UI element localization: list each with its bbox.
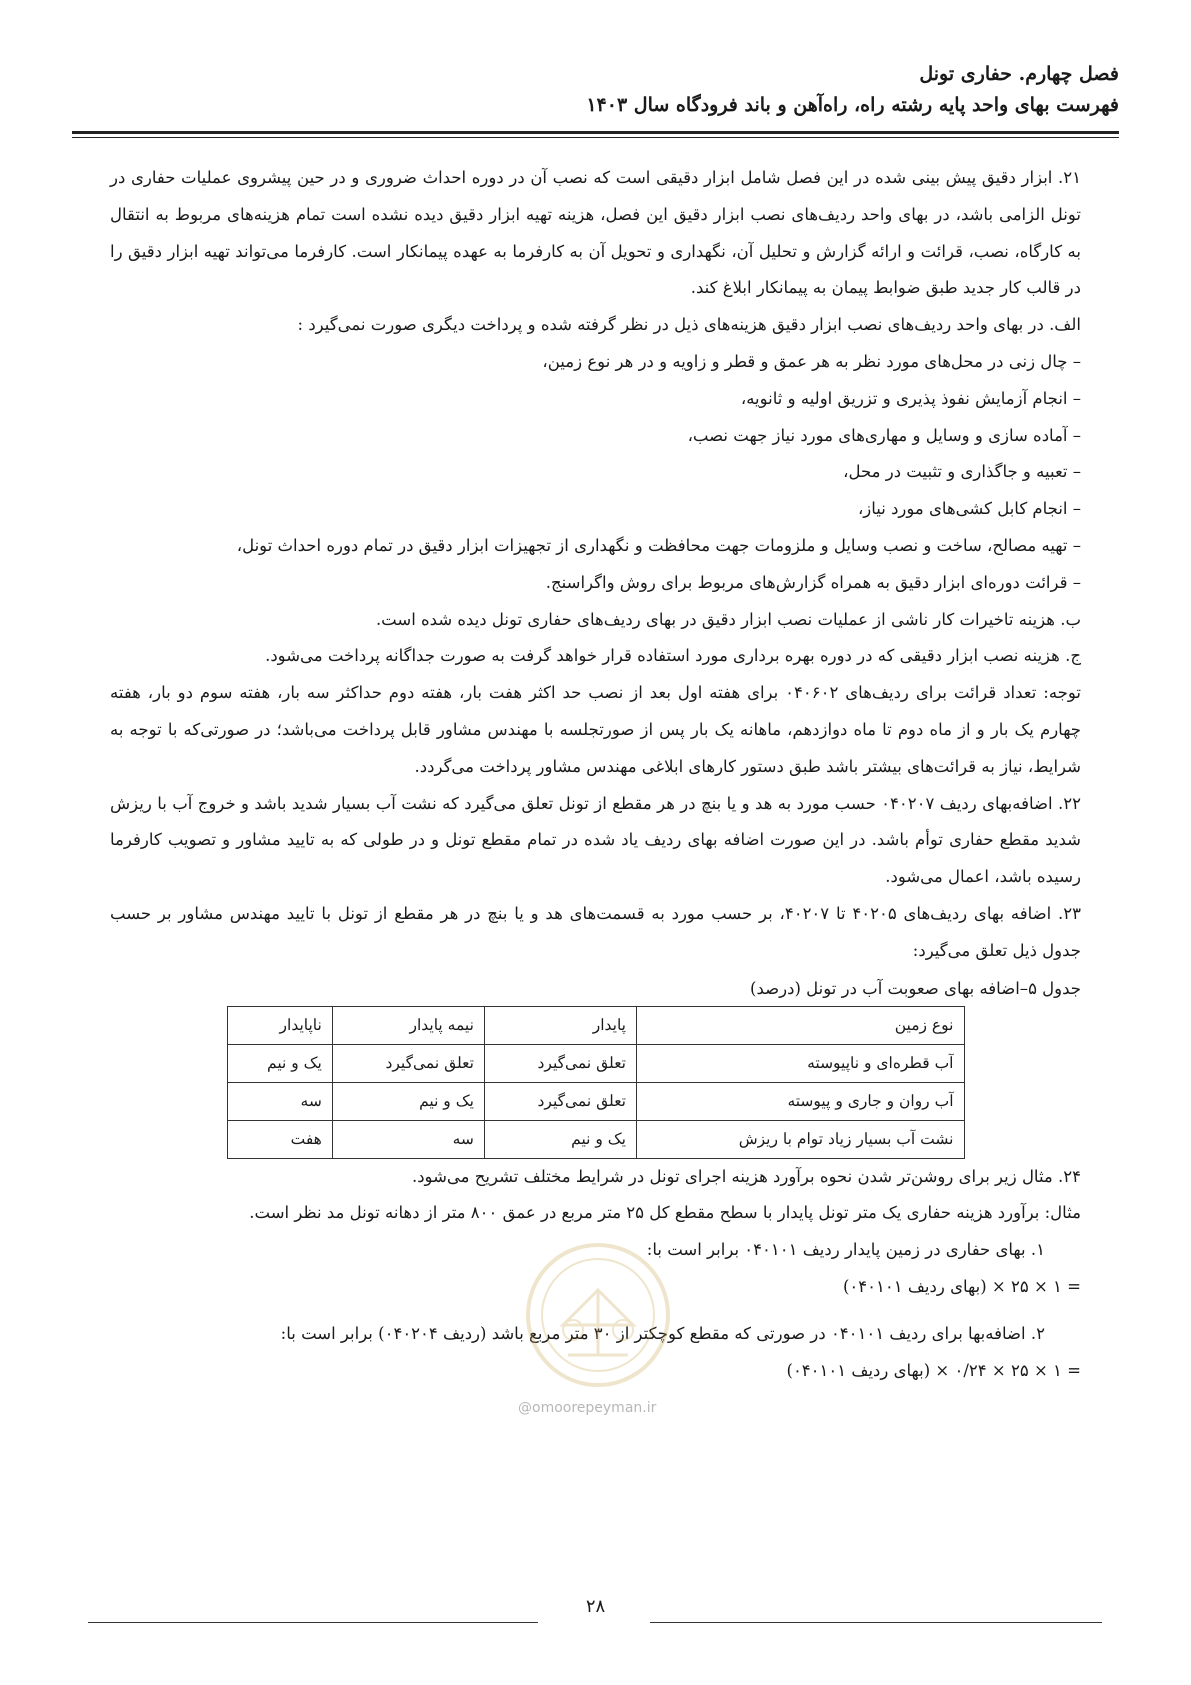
page-number: ۲۸: [585, 1596, 606, 1617]
paragraph-23: ۲۳. اضافه بهای ردیف‌های ۴۰۲۰۵ تا ۴۰۲۰۷، بر حسب مورد به قسمت‌های هد و یا بنچ در هر مقطع از تونل با تایید مهندس مشاور بر حسب جدول ذیل تعلق می‌گیرد:: [110, 903, 1082, 960]
paragraph-alef: الف. در بهای واحد ردیف‌های نصب ابزار دقیق هزینه‌های ذیل در نظر گرفته شده و پرداخت دیگری صورت نمی‌گیرد :: [297, 315, 1081, 335]
table-row: [227, 1044, 964, 1082]
footer-rule-right: [650, 1622, 1102, 1623]
paragraph-note: توجه: تعداد قرائت برای ردیف‌های ۰۴۰۶۰۲ برای هفته اول بعد از نصب حد اکثر هفت بار، هفته دوم حداکثر سه بار، هفته سوم دو بار، هفته چهارم یک بار و از ماه دوم تا ماه دوازدهم، ماهانه یک بار پس از صورتجلسه با مهندس مشاور قابل پرداخت می‌باشد؛ در صورتی‌که با توجه به شرایط، نیاز به قرائت‌های بیشتر باشد طبق دستور کارهای ابلاغی مهندس مشاور پرداخت می‌گردد.: [110, 683, 1081, 776]
document-title: فهرست بهای واحد پایه رشته راه، راه‌آهن و باند فرودگاه سال ۱۴۰۳: [586, 94, 1119, 116]
table-header-cell: نوع زمین: [636, 1006, 964, 1044]
paragraph-22: ۲۲. اضافه‌بهای ردیف ۰۴۰۲۰۷ حسب مورد به هد و یا بنچ در هر مقطع از تونل تعلق می‌گیرد که نشت آب بسیار شدید باشد و خروج آب با ریزش شدید مقطع حفاری توأم باشد. در این صورت اضافه بهای ردیف یاد شده در تمام مقطع تونل و در طولی که به تایید مشاور و تصویب کارفرما رسیده باشد، اعمال می‌شود.: [110, 793, 1082, 887]
table-cell: هفت: [227, 1120, 332, 1158]
formula-2: = ۱ × ۲۵ × ۰/۲۴ × (بهای ردیف ۰۴۰۱۰۱): [786, 1360, 1081, 1380]
list-item: – انجام آزمایش نفوذ پذیری و تزریق اولیه و ثانویه،: [740, 388, 1081, 408]
table-row: [227, 1120, 964, 1158]
list-item: – آماده سازی و وسایل و مهاری‌های مورد نیاز جهت نصب،: [687, 425, 1081, 445]
table-header-row: [227, 1006, 964, 1044]
footer-rule-left: [88, 1622, 538, 1623]
list-item: – انجام کابل کشی‌های مورد نیاز،: [857, 499, 1081, 519]
table-caption: جدول ۵–اضافه بهای صعوبت آب در تونل (درصد): [750, 978, 1081, 998]
table-cell: آب قطره‌ای و ناپیوسته: [636, 1044, 964, 1082]
table-header-cell: ناپایدار: [227, 1006, 332, 1044]
list-item: – قرائت دوره‌ای ابزار دقیق به همراه گزارش‌های مربوط برای روش واگراسنج.: [545, 572, 1081, 592]
example-step-1: ۱. بهای حفاری در زمین پایدار ردیف ۰۴۰۱۰۱ برابر است با:: [646, 1240, 1045, 1260]
table-cell: نشت آب بسیار زیاد توام با ریزش: [636, 1120, 964, 1158]
list-item: – تهیه مصالح، ساخت و نصب وسایل و ملزومات جهت محافظت و نگهداری از تجهیزات ابزار دقیق در تمام دوره احداث تونل،: [236, 535, 1081, 555]
header-rule-thin: [72, 137, 1119, 138]
table-row: [227, 1082, 964, 1120]
table-cell: سه: [227, 1082, 332, 1120]
list-item: – چال زنی در محل‌های مورد نظر به هر عمق و قطر و زاویه و در هر نوع زمین،: [542, 351, 1081, 371]
water-difficulty-table: [227, 1006, 965, 1159]
list-item: – تعبیه و جاگذاری و تثبیت در محل،: [843, 462, 1081, 482]
page-header: [72, 58, 1119, 120]
table-cell: آب روان و جاری و پیوسته: [636, 1082, 964, 1120]
table-cell: یک و نیم: [227, 1044, 332, 1082]
chapter-title: فصل چهارم. حفاری تونل: [919, 63, 1119, 85]
table-header-cell: پایدار: [484, 1006, 636, 1044]
bullet-list: [110, 344, 1081, 602]
example-step-2: ۲. اضافه‌بها برای ردیف ۰۴۰۱۰۱ در صورتی که مقطع کوچکتر از ۳۰ متر مربع باشد (ردیف ۰۴۰۲۰۴) برابر است با:: [280, 1323, 1045, 1343]
seal-watermark-icon: [503, 1230, 693, 1400]
paragraph-example: مثال: برآورد هزینه حفاری یک متر تونل پایدار با سطح مقطع کل ۲۵ متر مربع در عمق ۸۰۰ متر از دهانه تونل مد نظر است.: [249, 1203, 1081, 1223]
table-header-cell: نیمه پایدار: [332, 1006, 484, 1044]
table-cell: تعلق نمی‌گیرد: [484, 1082, 636, 1120]
paragraph-jim: ج. هزینه نصب ابزار دقیقی که در دوره بهره برداری مورد استفاده قرار خواهد گرفت به صورت جداگانه پرداخت می‌شود.: [265, 646, 1081, 666]
paragraph-21: ۲۱. ابزار دقیق پیش بینی شده در این فصل شامل ابزار دقیقی است که نصب آن در دوره احداث ضروری و در حین پیشروی عملیات حفاری در تونل الزامی باشد، در بهای واحد ردیف‌های نصب ابزار دقیق این فصل، هزینه تهیه ابزار دقیق دیده نشده است تمام هزینه‌های مربوط به انتقال به کارگاه، نصب، قرائت و ارائه گزارش و تحلیل آن، نگهداری و تحویل آن به کارفرما به عهده پیمانکار است. کارفرما می‌تواند تهیه ابزار دقیق را در قالب کار جدید طبق ضوابط پیمان به پیمانکار ابلاغ کند.: [110, 168, 1081, 298]
table-cell: تعلق نمی‌گیرد: [332, 1044, 484, 1082]
paragraph-24: ۲۴. مثال زیر برای روشن‌تر شدن نحوه برآورد هزینه اجرای تونل در شرایط مختلف تشریح می‌شود.: [411, 1166, 1081, 1186]
table-cell: تعلق نمی‌گیرد: [484, 1044, 636, 1082]
header-rule-thick: [72, 131, 1119, 134]
watermark-text: @omoorepeyman.ir: [518, 1400, 657, 1416]
body-text: [110, 160, 1081, 1389]
table-cell: سه: [332, 1120, 484, 1158]
table-cell: یک و نیم: [332, 1082, 484, 1120]
formula-1: = ۱ × ۲۵ × (بهای ردیف ۰۴۰۱۰۱): [842, 1276, 1081, 1296]
table-cell: یک و نیم: [484, 1120, 636, 1158]
paragraph-be: ب. هزینه تاخیرات کار ناشی از عملیات نصب ابزار دقیق در بهای ردیف‌های حفاری تونل دیده شده است.: [375, 609, 1081, 629]
